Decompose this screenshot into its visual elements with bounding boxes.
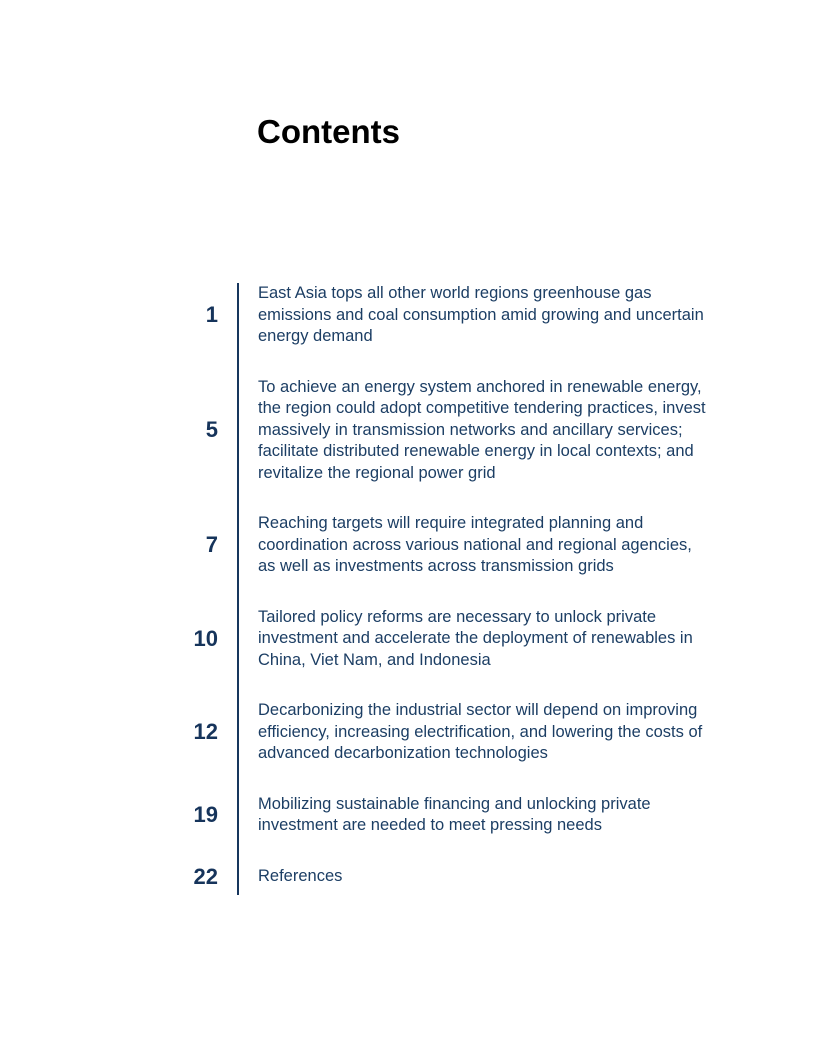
toc-entry: [180, 863, 712, 889]
toc-page-number[interactable]: 1: [205, 302, 218, 328]
toc-entry-title[interactable]: Reaching targets will require integrated planning and coordination across various national and regional agencies, as well as investments across transmission grids: [258, 514, 692, 575]
toc-entry-title[interactable]: References: [258, 866, 343, 885]
toc-entry-title[interactable]: Tailored policy reforms are necessary to unlock private investment and accelerate the deployment of renewables in China, Viet Nam, and Indonesia: [258, 607, 693, 669]
toc-entry-list: [180, 283, 712, 888]
toc-page-number[interactable]: 12: [193, 719, 218, 745]
toc-entry: [180, 607, 712, 672]
toc-page-number[interactable]: 7: [205, 532, 218, 558]
toc-entry: [180, 794, 712, 837]
toc-entry-title[interactable]: East Asia tops all other world regions greenhouse gas emissions and coal consumption amid growing and uncertain energy demand: [258, 284, 704, 345]
toc-entry: [180, 283, 712, 348]
toc-entry: [180, 513, 712, 578]
page-title: Contents: [257, 113, 400, 150]
toc-page-number[interactable]: 22: [193, 863, 218, 889]
toc-entry-title[interactable]: Mobilizing sustainable financing and unlocking private investment are needed to meet pressing needs: [258, 794, 651, 834]
toc-divider-line: [237, 283, 239, 895]
toc-page-number[interactable]: 10: [193, 625, 218, 651]
table-of-contents: [180, 283, 712, 895]
toc-entry: [180, 377, 712, 485]
toc-entry-title[interactable]: Decarbonizing the industrial sector will depend on improving efficiency, increasing electrification, and lowering the costs of advanced decarbonization technologies: [258, 701, 703, 762]
toc-page-number[interactable]: 5: [205, 417, 218, 443]
toc-entry: [180, 700, 712, 765]
toc-entry-title[interactable]: To achieve an energy system anchored in renewable energy, the region could adopt competitive tendering practices, invest massively in transmission networks and ancillary services; facilitate distributed renewable energy in local contexts; and revitalize the regional power grid: [258, 377, 706, 482]
toc-page-number[interactable]: 19: [193, 802, 218, 827]
